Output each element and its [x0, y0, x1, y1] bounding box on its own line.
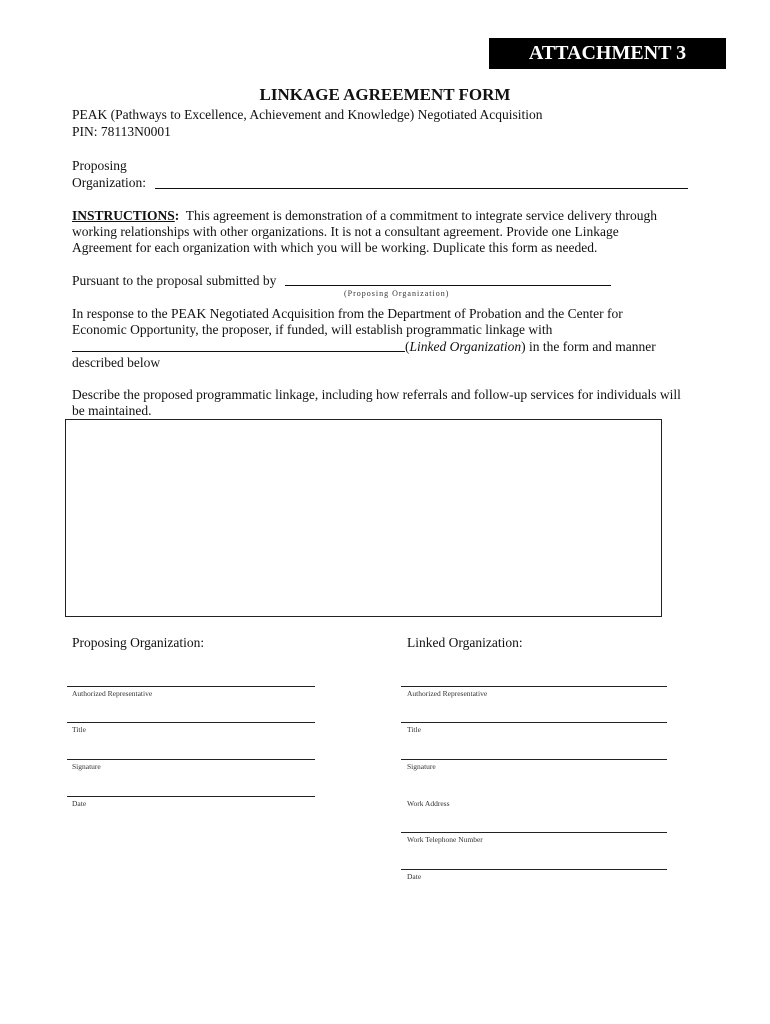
proposing-org-label-line2: Organization: — [72, 175, 146, 190]
right-authorized-rep-label: Authorized Representative — [407, 689, 488, 698]
instructions-colon: : — [174, 208, 180, 223]
form-subtitle: PEAK (Pathways to Excellence, Achievement and Knowledge) Negotiated Acquisition — [72, 107, 543, 122]
proposing-org-submitted-field[interactable] — [285, 285, 611, 286]
right-date-label: Date — [407, 872, 422, 881]
response-line3-open: ( — [405, 339, 410, 354]
describe-line2: be maintained. — [72, 403, 152, 418]
linked-org-caption: Linked Organization — [409, 339, 522, 354]
pursuant-caption: (Proposing Organization) — [344, 289, 450, 298]
instructions-block — [72, 208, 712, 256]
linked-org-field[interactable] — [72, 351, 405, 352]
right-title-field[interactable] — [401, 722, 667, 723]
left-signature-field[interactable] — [67, 759, 315, 760]
right-work-phone-field[interactable] — [401, 869, 667, 870]
proposing-org-label-line1: Proposing — [72, 158, 127, 173]
left-title-field[interactable] — [67, 722, 315, 723]
form-title: LINKAGE AGREEMENT FORM — [259, 85, 511, 104]
right-signature-label: Signature — [407, 762, 436, 771]
right-work-address-label: Work Address — [407, 799, 450, 808]
left-title-label: Title — [72, 725, 86, 734]
right-work-phone-label: Work Telephone Number — [407, 835, 483, 844]
right-signature-field[interactable] — [401, 759, 667, 760]
attachment-banner: ATTACHMENT 3 — [489, 38, 726, 69]
pin-number: PIN: 78113N0001 — [72, 124, 171, 139]
right-authorized-rep-field[interactable] — [401, 686, 667, 687]
instructions-line1: This agreement is demonstration of a commitment to integrate service delivery through — [185, 208, 658, 223]
instructions-line2: working relationships with other organizations. It is not a consultant agreement. Provide one Linkage — [72, 224, 619, 239]
left-authorized-rep-field[interactable] — [67, 686, 315, 687]
response-line4: described below — [72, 355, 161, 370]
left-date-label: Date — [72, 799, 87, 808]
right-org-heading: Linked Organization: — [407, 635, 523, 650]
right-title-label: Title — [407, 725, 421, 734]
response-line2: Economic Opportunity, the proposer, if funded, will establish programmatic linkage with — [72, 322, 553, 337]
left-authorized-rep-label: Authorized Representative — [72, 689, 153, 698]
right-work-address-field[interactable] — [401, 832, 667, 833]
describe-line1: Describe the proposed programmatic linkage, including how referrals and follow-up services for individuals will — [72, 387, 681, 402]
instructions-line3: Agreement for each organization with which you will be working. Duplicate this form as needed. — [72, 240, 598, 255]
left-org-heading: Proposing Organization: — [72, 635, 205, 650]
response-line3-close: ) in the form and manner — [521, 339, 656, 354]
pursuant-text: Pursuant to the proposal submitted by — [72, 273, 277, 288]
describe-block — [72, 387, 712, 419]
response-line1: In response to the PEAK Negotiated Acquisition from the Department of Probation and the Center for — [72, 306, 623, 321]
left-signature-label: Signature — [72, 762, 101, 771]
instructions-heading: INSTRUCTIONS — [72, 208, 175, 223]
linkage-description-textarea[interactable] — [65, 419, 662, 617]
left-date-field[interactable] — [67, 796, 315, 797]
proposing-org-field[interactable] — [155, 188, 688, 189]
response-line3 — [405, 339, 656, 355]
response-block — [72, 306, 712, 338]
